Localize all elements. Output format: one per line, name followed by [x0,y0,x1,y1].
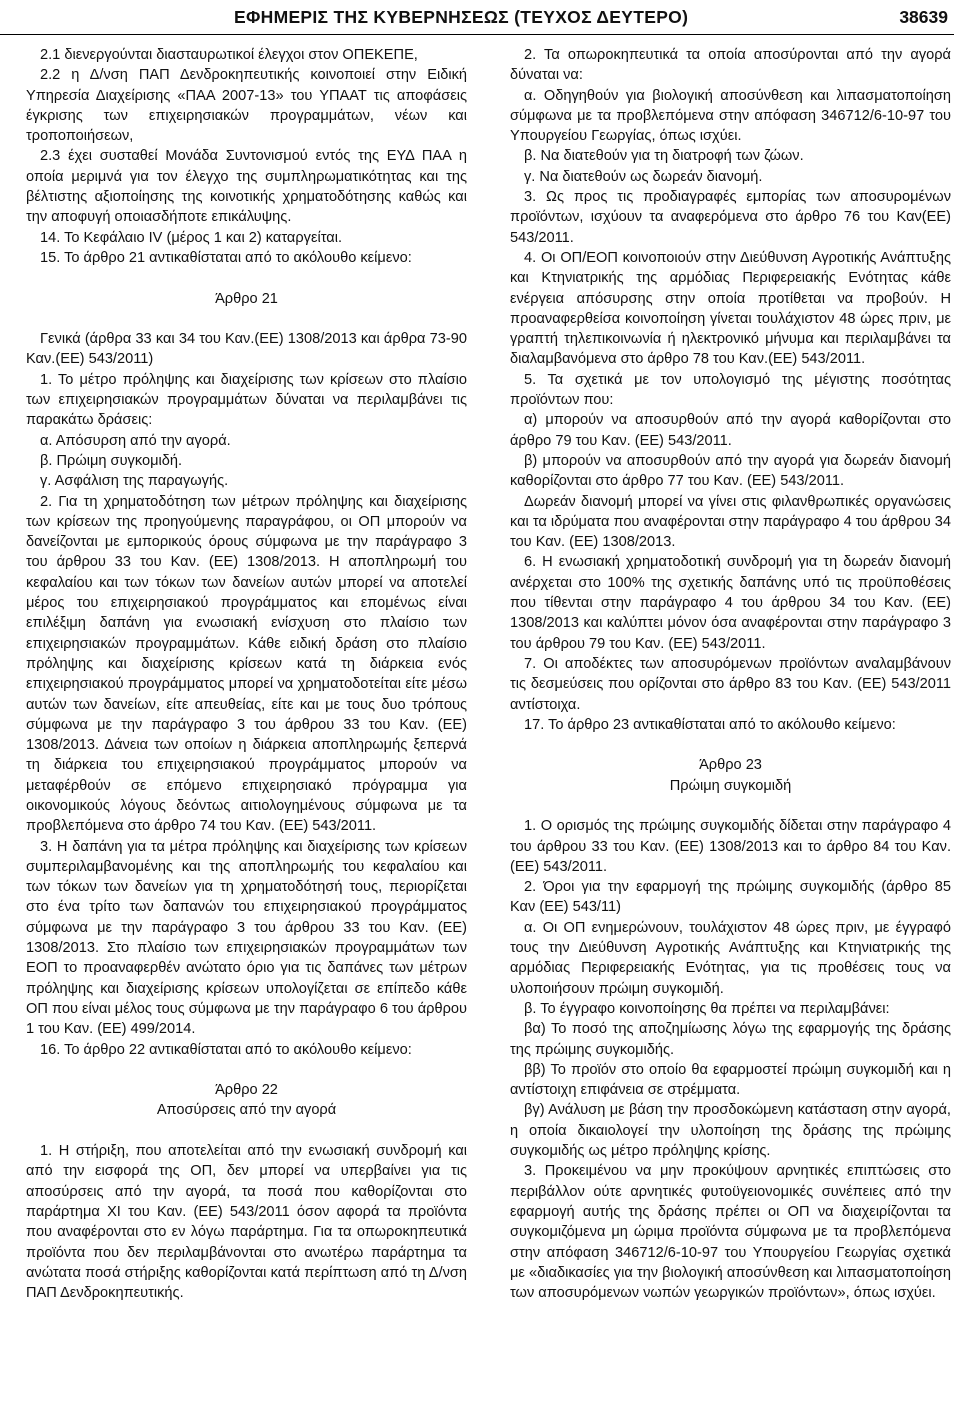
paragraph: βγ) Ανάλυση με βάση την προσδοκώμενη κατάσταση στην αγορά, η οποία δικαιολογεί την υλοποίηση της δράσης της πρώιμης συγκομιδής ως μέτρο πρόληψης κρίσης. [510,1102,951,1160]
paragraph: α. Απόσυρση από την αγορά. [40,432,231,449]
paragraph: βα) Το ποσό της αποζημίωσης λόγω της εφαρμογής της δράσης της πρώιμης συγκομιδής. [510,1021,951,1058]
paragraph: γ. Ασφάλιση της παραγωγής. [40,473,229,490]
paragraph: β. Να διατεθούν για τη διατροφή των ζώων. [524,148,804,165]
paragraph: 2. Για τη χρηματοδότηση των μέτρων πρόληψης και διαχείρισης των κρίσεων της προηγούμενης παραγράφου, οι ΟΠ μπορούν να δανείζονται με εμπορικούς όρους σύμφωνα με την παράγραφο 3 του άρθρου 33 του Καν. (ΕΕ) 1308/2013. Η αποπληρωμή του κεφαλαίου και των τόκων των δανείων αυτών μπορεί να αποτελεί μέρος του επιχειρησιακού προγράμματος και επομένως είναι επιλέξιμη δαπάνη για ενωσιακή ενίσχυση στο πλαίσιο των επιχειρησιακών προγραμμάτων. Κάθε ειδική δράση στο πλαίσιο πρόληψης και διαχείρισης κρίσεων κατά τη διάρκεια ενός επιχειρησιακού προγράμματος μπορεί να χρηματοδοτείται είτε μέσω αυτών των δανείων, είτε απευθείας, είτε και με τους δυο τρόπους σύμφωνα με την παράγραφο 3 του άρθρου 33 του Καν. (ΕΕ) 1308/2013. Δάνεια των οποίων η διάρκεια αποπληρωμής ξεπερνά τη διάρκεια του επιχειρησιακού προγράμματος μπορούν να μεταφέρθούν σε επόμενο επιχειρησιακό πρόγραμμα για οικονομικούς λόγους δεόντως αιτιολογημένους σύμφωνα με τα προβλεπόμενα στο άρθρο 74 του Καν. (ΕΕ) 543/2011. [26,493,467,835]
paragraph: α) μπορούν να αποσυρθούν από την αγορά καθορίζονται στο άρθρο 79 του Καν. (ΕΕ) 543/2011. [510,412,951,449]
right-column [510,45,951,1303]
paragraph: 2.2 η Δ/νση ΠΑΠ Δενδροκηπευτικής κοινοποιεί στην Ειδική Υπηρεσία Διαχείρισης «ΠΑΑ 2007-13» του ΥΠΑΑΤ τις αποφάσεις έγκρισης των επιχειρησιακών προγραμμάτων, νέων και τροποποιήσεων, [26,67,467,145]
paragraph: β. Το έγγραφο κοινοποίησης θα πρέπει να περιλαμβάνει: [524,1000,890,1017]
paragraph: ββ) Το προϊόν στο οποίο θα εφαρμοστεί πρώιμη συγκομιδή και η αντίστοιχη επιφάνεια σε στρέμματα. [510,1061,951,1099]
paragraph: 4. Οι ΟΠ/ΕΟΠ κοινοποιούν στην Διεύθυνση Αγροτικής Ανάπτυξης και Κτηνιατρικής της αρμόδιας Περιφερειακής Ενότητας κάθε ενέργεια απόσυρσης στην οποία προτίθεται να προβούν. Η προαναφερθείσα κοινοποίηση γίνεται τουλάχιστον 48 ώρες πριν, με γραπτή τηλεπικοινωνία ή ηλεκτρονικό μήνυμα και περιλαμβάνει τα διαλαμβανόμενα στο άρθρο 78 του Καν.(ΕΕ) 543/2011. [510,249,951,368]
paragraph: 16. Το άρθρο 22 αντικαθίσταται από το ακόλουθο κείμενο: [40,1041,412,1058]
paragraph: 7. Οι αποδέκτες των αποσυρόμενων προϊόντων αναλαμβάνουν τις δεσμεύσεις που ορίζονται στο άρθρο 83 του Καν. (ΕΕ) 543/2011 αντίστοιχα. [510,655,951,713]
left-column [26,45,467,1303]
paragraph: Δωρεάν διανομή μπορεί να γίνει στις φιλανθρωπικές οργανώσεις και τα ιδρύματα που αναφέρονται στην παράγραφο 4 του άρθρου 34 του Καν. (ΕΕ) 1308/2013. [510,493,951,551]
paragraph: 5. Τα σχετικά με τον υπολογισμό της μέγιστης ποσότητας προϊόντων που: [510,371,951,409]
paragraph: 1. Η στήριξη, που αποτελείται από την ενωσιακή συνδρομή και από την εισφορά της ΟΠ, δεν μπορεί να υπερβαίνει για τις αποσύρσεις από την αγορά, τα ποσά που καθορίζονται στο παράρτημα XI του Καν. (ΕΕ) 543/2011 όσον αφορά τα προϊόντα που αναφέρονται στο εν λόγω παράρτημα. Για τα οπωροκηπευτικά προϊόντα που δεν περιλαμβάνονται στο ανωτέρω παράρτημα τα ανώτατα ποσά στήριξης καθορίζονται κατά περίπτωση από τη Δ/νση ΠΑΠ Δενδροκηπευτικής. [26,1143,467,1302]
paragraph: 2. Όροι για την εφαρμογή της πρώιμης συγκομιδής (άρθρο 85 Καν (ΕΕ) 543/11) [510,879,951,916]
paragraph: 2.3 έχει συσταθεί Μονάδα Συντονισμού εντός της ΕΥΔ ΠΑΑ η οποία μεριμνά για τον έλεγχο της συμπληρωματικότητας και της βέλτιστης αξιοποίησης της κοινοτικής χρηματοδότησης καθώς και την αποφυγή οποιασδήποτε επικάλυψης. [26,148,467,226]
paragraph: 14. Το Κεφάλαιο IV (μέρος 1 και 2) καταργείται. [40,229,342,246]
paragraph: γ. Να διατεθούν ως δωρεάν διανομή. [524,168,763,185]
paragraph: 2. Τα οπωροκηπευτικά τα οποία αποσύρονται από την αγορά δύναται να: [510,47,951,84]
article-heading: Άρθρο 21 [215,290,278,307]
paragraph: 2.1 διενεργούνται διασταυρωτικοί έλεγχοι στον ΟΠΕΚΕΠΕ, [40,47,418,63]
paragraph: β. Πρώιμη συγκομιδή. [40,452,183,469]
article-heading: Άρθρο 23 [699,757,762,774]
page-number: 38639 [899,7,948,27]
paragraph: 3. Προκειμένου να μην προκύψουν αρνητικές επιπτώσεις στο περιβάλλον ούτε αρνητικές φυτοϋγειονομικές συνέπειες από την εφαρμογή αυτής της δράσης πρέπει οι ΟΠ να διαχειρίζονται τα συγκομιζόμενα μη ώριμα προϊόντα σύμφωνα με τα προβλεπόμενα στην απόφαση 346712/6-10-97 του Υπουργείου Γεωργίας σχετικά με «διαδικασίες για την βιολογική αποσύνθεση και λιπασματοποίηση των αποσυρόμενων νωπών γεωργικών προϊόντων», όπως ισχύει. [510,1163,951,1302]
article-subheading: Πρώιμη συγκομιδή [669,777,792,794]
paragraph: 1. Ο ορισμός της πρώιμης συγκομιδής δίδεται στην παράγραφο 4 του άρθρου 33 του Καν. (ΕΕ) 1308/2013 και το άρθρο 84 του Καν.(ΕΕ) 543/2011. [510,818,951,875]
gazette-title: ΕΦΗΜΕΡΙΣ ΤΗΣ ΚΥΒΕΡΝΗΣΕΩΣ (ΤΕΥΧΟΣ ΔΕΥΤΕΡΟ) [234,7,689,27]
paragraph: 3. Η δαπάνη για τα μέτρα πρόληψης και διαχείρισης των κρίσεων συμπεριλαμβανομένης και της αποπληρωμής του κεφαλαίου και των τόκων των δανείων για τη χρηματοδότησή τους, περιορίζεται στο ένα τρίτο των δαπανών του επιχειρησιακού προγράμματος σύμφωνα με την παράγραφο 3 του άρθρου 33 του Καν. (ΕΕ) 1308/2013. Στο πλαίσιο των επιχειρησιακών προγραμμάτων των ΕΟΠ το προαναφερθέν ανώτατο όριο για τις δαπάνες των μέτρων πρόληψης και διαχείρισης κρίσεων υπολογίζεται σε επίπεδο κάθε ΟΠ που είναι μέλος τους σύμφωνα με την παράγραφο 6 του άρθρου 1 του Καν. (ΕΕ) 499/2014. [26,838,467,1038]
article-heading: Άρθρο 22 [215,1082,278,1099]
paragraph: α. Οδηγηθούν για βιολογική αποσύνθεση και λιπασματοποίηση σύμφωνα με τα προβλεπόμενα στην απόφαση 346712/6-10-97 του Υπουργείου Γεωργίας, όπως ισχύει. [510,87,951,145]
paragraph: β) μπορούν να αποσυρθούν από την αγορά για δωρεάν διανομή καθορίζονται στο άρθρο 77 του Καν. (ΕΕ) 543/2011. [510,452,951,490]
article-subheading: Αποσύρσεις από την αγορά [156,1102,337,1119]
paragraph: 17. Το άρθρο 23 αντικαθίσταται από το ακόλουθο κείμενο: [524,716,896,733]
paragraph: 3. Ως προς τις προδιαγραφές εμπορίας των αποσυρομένων προϊόντων, ισχύουν τα αναφερόμενα στο άρθρο 76 του Καν(ΕΕ) 543/2011. [510,189,951,246]
paragraph: 6. Η ενωσιακή χρηματοδοτική συνδρομή για τη δωρεάν διανομή ανέρχεται στο 100% της σχετικής δαπάνης υπό τις προϋποθέσεις που τίθενται στην παράγραφο 4 του άρθρου 34 του Καν. (ΕΕ) 1308/2013 και καλύπτει μόνον όσα αναφέρονται στην παράγραφο 3 του άρθρου 79 του Καν. (ΕΕ) 543/2011. [510,554,951,652]
paragraph: 15. Το άρθρο 21 αντικαθίσταται από το ακόλουθο κείμενο: [40,249,412,266]
paragraph: α. Οι ΟΠ ενημερώνουν, τουλάχιστον 48 ώρες πριν, με έγγραφό τους την Διεύθυνση Αγροτικής Ανάπτυξης και Κτηνιατρικής της αρμόδιας Περιφερειακής Ενότητας, για τις προθέσεις τους να υλοποιήσουν πρώιμη συγκομιδή. [510,919,951,997]
paragraph: Γενικά (άρθρα 33 και 34 του Καν.(ΕΕ) 1308/2013 και άρθρα 73-90 Καν.(ΕΕ) 543/2011) [26,331,467,368]
paragraph: 1. Το μέτρο πρόληψης και διαχείρισης των κρίσεων στο πλαίσιο των επιχειρησιακών προγραμμάτων δύναται να περιλαμβάνει τις παρακάτω δράσεις: [26,371,467,429]
page-header [0,4,954,35]
